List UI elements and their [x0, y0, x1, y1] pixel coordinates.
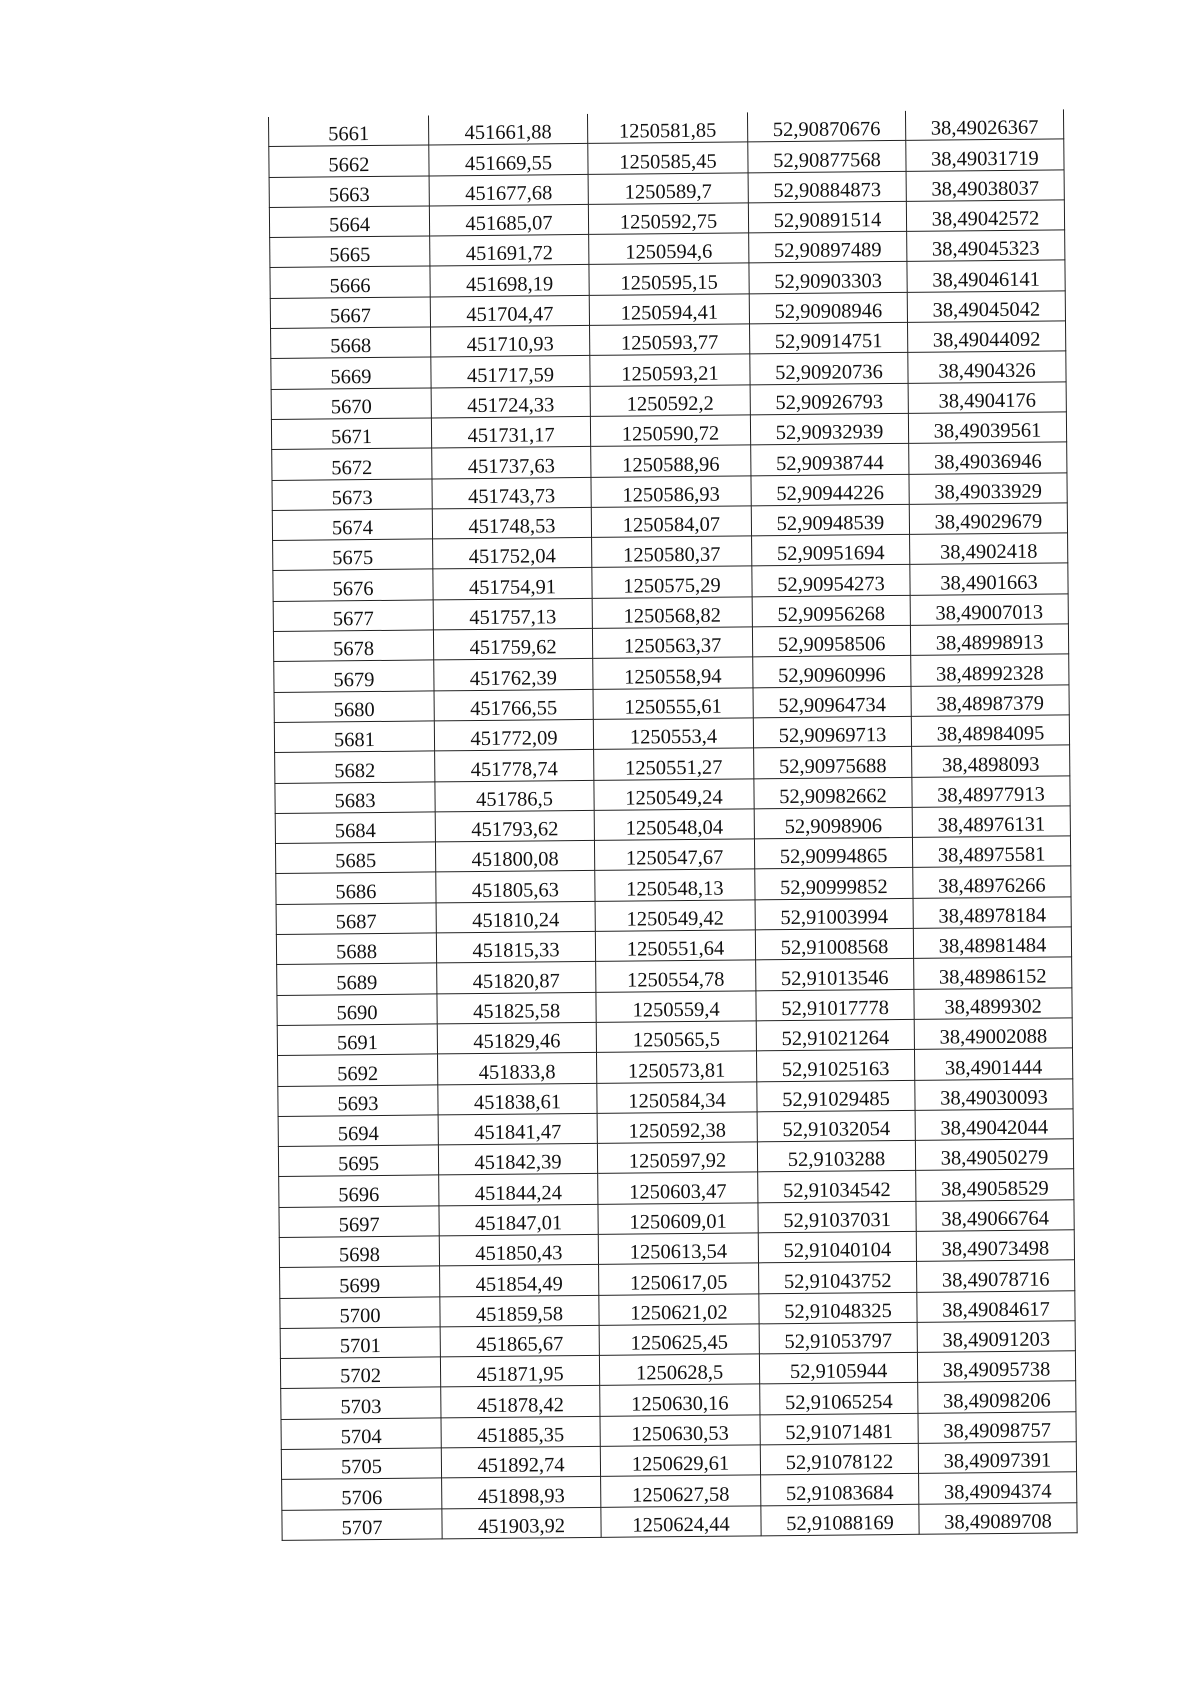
x-coordinate-cell: 451772,09 [434, 719, 593, 751]
point-number-cell: 5671 [271, 418, 431, 450]
longitude-cell: 38,49098206 [918, 1381, 1076, 1413]
y-coordinate-cell: 1250549,24 [594, 778, 754, 810]
point-number-cell: 5661 [268, 115, 428, 146]
x-coordinate-cell: 451710,93 [431, 326, 590, 358]
y-coordinate-cell: 1250548,04 [594, 809, 754, 841]
longitude-cell: 38,48976266 [913, 866, 1071, 898]
latitude-cell: 52,90956268 [752, 595, 910, 627]
latitude-cell: 52,91025163 [756, 1050, 914, 1082]
longitude-cell: 38,4902418 [910, 533, 1068, 565]
x-coordinate-cell: 451669,55 [429, 144, 588, 176]
y-coordinate-cell: 1250593,21 [590, 354, 750, 386]
latitude-cell: 52,90870676 [747, 111, 905, 142]
x-coordinate-cell: 451677,68 [429, 174, 588, 206]
y-coordinate-cell: 1250588,96 [591, 445, 751, 477]
latitude-cell: 52,91029485 [757, 1080, 915, 1112]
y-coordinate-cell: 1250555,61 [593, 688, 753, 720]
latitude-cell: 52,90926793 [750, 383, 908, 415]
y-coordinate-cell: 1250565,5 [596, 1021, 756, 1053]
point-number-cell: 5672 [272, 448, 432, 480]
x-coordinate-cell: 451752,04 [433, 538, 592, 570]
longitude-cell: 38,49002088 [914, 1018, 1072, 1050]
x-coordinate-cell: 451898,93 [442, 1477, 601, 1509]
longitude-cell: 38,49094374 [919, 1472, 1077, 1504]
x-coordinate-cell: 451724,33 [431, 386, 590, 418]
y-coordinate-cell: 1250563,37 [592, 627, 752, 659]
y-coordinate-cell: 1250558,94 [593, 657, 753, 689]
point-number-cell: 5692 [278, 1054, 438, 1086]
longitude-cell: 38,4901444 [914, 1048, 1072, 1080]
latitude-cell: 52,91048325 [759, 1292, 917, 1324]
x-coordinate-cell: 451871,95 [440, 1356, 599, 1388]
x-coordinate-cell: 451903,92 [442, 1507, 601, 1539]
latitude-cell: 52,91013546 [756, 959, 914, 991]
y-coordinate-cell: 1250547,67 [594, 839, 754, 871]
x-coordinate-cell: 451717,59 [431, 356, 590, 388]
x-coordinate-cell: 451793,62 [435, 810, 594, 842]
point-number-cell: 5699 [280, 1266, 440, 1298]
longitude-cell: 38,49095738 [917, 1351, 1075, 1383]
x-coordinate-cell: 451815,33 [436, 931, 595, 963]
longitude-cell: 38,49042044 [915, 1109, 1073, 1141]
y-coordinate-cell: 1250581,85 [587, 112, 747, 143]
point-number-cell: 5678 [273, 630, 433, 662]
point-number-cell: 5698 [279, 1236, 439, 1268]
longitude-cell: 38,49031719 [906, 139, 1064, 171]
latitude-cell: 52,91034542 [758, 1171, 916, 1203]
point-number-cell: 5664 [269, 206, 429, 238]
x-coordinate-cell: 451698,19 [430, 265, 589, 297]
longitude-cell: 38,48998913 [910, 624, 1068, 656]
longitude-cell: 38,48975581 [912, 836, 1070, 868]
y-coordinate-cell: 1250621,02 [599, 1293, 759, 1325]
longitude-cell: 38,49038037 [906, 169, 1064, 201]
y-coordinate-cell: 1250630,16 [600, 1384, 760, 1416]
y-coordinate-cell: 1250586,93 [591, 475, 751, 507]
y-coordinate-cell: 1250593,77 [590, 324, 750, 356]
y-coordinate-cell: 1250592,75 [588, 203, 748, 235]
x-coordinate-cell: 451766,55 [434, 689, 593, 721]
latitude-cell: 52,90908946 [749, 292, 907, 324]
point-number-cell: 5695 [278, 1145, 438, 1177]
point-number-cell: 5689 [277, 963, 437, 995]
point-number-cell: 5707 [282, 1509, 442, 1541]
x-coordinate-cell: 451829,46 [437, 1022, 596, 1054]
longitude-cell: 38,49026367 [905, 109, 1063, 140]
latitude-cell: 52,90920736 [750, 353, 908, 385]
x-coordinate-cell: 451691,72 [430, 235, 589, 267]
point-number-cell: 5667 [270, 297, 430, 329]
longitude-cell: 38,48992328 [911, 654, 1069, 686]
x-coordinate-cell: 451757,13 [433, 598, 592, 630]
point-number-cell: 5666 [270, 266, 430, 298]
longitude-cell: 38,49029679 [909, 503, 1067, 535]
latitude-cell: 52,91037031 [758, 1201, 916, 1233]
longitude-cell: 38,4899302 [914, 987, 1072, 1019]
x-coordinate-cell: 451825,58 [437, 992, 596, 1024]
point-number-cell: 5677 [273, 600, 433, 632]
x-coordinate-cell: 451786,5 [435, 780, 594, 812]
y-coordinate-cell: 1250573,81 [596, 1051, 756, 1083]
x-coordinate-cell: 451810,24 [436, 901, 595, 933]
point-number-cell: 5704 [281, 1418, 441, 1450]
point-number-cell: 5665 [270, 236, 430, 268]
point-number-cell: 5669 [271, 357, 431, 389]
point-number-cell: 5686 [276, 872, 436, 904]
latitude-cell: 52,91008568 [755, 928, 913, 960]
y-coordinate-cell: 1250584,07 [591, 506, 751, 538]
latitude-cell: 52,9103288 [757, 1140, 915, 1172]
latitude-cell: 52,90897489 [749, 232, 907, 264]
y-coordinate-cell: 1250584,34 [597, 1081, 757, 1113]
point-number-cell: 5663 [269, 176, 429, 208]
longitude-cell: 38,49042572 [906, 200, 1064, 232]
point-number-cell: 5688 [276, 933, 436, 965]
x-coordinate-cell: 451865,67 [440, 1325, 599, 1357]
y-coordinate-cell: 1250559,4 [596, 990, 756, 1022]
coordinates-table-body [268, 109, 1077, 1540]
latitude-cell: 52,91088169 [761, 1504, 919, 1536]
y-coordinate-cell: 1250629,61 [600, 1445, 760, 1477]
longitude-cell: 38,49036946 [909, 442, 1067, 474]
y-coordinate-cell: 1250575,29 [592, 566, 752, 598]
longitude-cell: 38,49030093 [915, 1078, 1073, 1110]
longitude-cell: 38,48977913 [912, 775, 1070, 807]
x-coordinate-cell: 451885,35 [441, 1416, 600, 1448]
x-coordinate-cell: 451661,88 [428, 114, 587, 145]
y-coordinate-cell: 1250609,01 [598, 1203, 758, 1235]
latitude-cell: 52,91003994 [755, 898, 913, 930]
longitude-cell: 38,48987379 [911, 684, 1069, 716]
x-coordinate-cell: 451737,63 [432, 447, 591, 479]
x-coordinate-cell: 451878,42 [441, 1386, 600, 1418]
point-number-cell: 5676 [273, 569, 433, 601]
y-coordinate-cell: 1250595,15 [589, 263, 749, 295]
x-coordinate-cell: 451805,63 [436, 871, 595, 903]
latitude-cell: 52,90964734 [753, 686, 911, 718]
x-coordinate-cell: 451704,47 [430, 295, 589, 327]
y-coordinate-cell: 1250553,4 [593, 718, 753, 750]
point-number-cell: 5680 [274, 691, 434, 723]
latitude-cell: 52,91078122 [760, 1443, 918, 1475]
latitude-cell: 52,90903303 [749, 262, 907, 294]
point-number-cell: 5705 [281, 1448, 441, 1480]
point-number-cell: 5706 [282, 1478, 442, 1510]
point-number-cell: 5690 [277, 994, 437, 1026]
longitude-cell: 38,49033929 [909, 472, 1067, 504]
point-number-cell: 5662 [269, 145, 429, 177]
x-coordinate-cell: 451850,43 [439, 1234, 598, 1266]
longitude-cell: 38,49089708 [919, 1502, 1077, 1534]
x-coordinate-cell: 451743,73 [432, 477, 591, 509]
y-coordinate-cell: 1250590,72 [590, 415, 750, 447]
x-coordinate-cell: 451685,07 [429, 204, 588, 236]
y-coordinate-cell: 1250625,45 [599, 1324, 759, 1356]
latitude-cell: 52,91065254 [760, 1383, 918, 1415]
longitude-cell: 38,49039561 [908, 412, 1066, 444]
x-coordinate-cell: 451854,49 [440, 1265, 599, 1297]
latitude-cell: 52,90954273 [752, 565, 910, 597]
latitude-cell: 52,91040104 [758, 1231, 916, 1263]
latitude-cell: 52,90960996 [753, 656, 911, 688]
longitude-cell: 38,48981484 [913, 927, 1071, 959]
longitude-cell: 38,4904176 [908, 382, 1066, 414]
longitude-cell: 38,48976131 [912, 806, 1070, 838]
latitude-cell: 52,91017778 [756, 989, 914, 1021]
x-coordinate-cell: 451841,47 [438, 1113, 597, 1145]
point-number-cell: 5700 [280, 1296, 440, 1328]
longitude-cell: 38,49058529 [916, 1169, 1074, 1201]
latitude-cell: 52,90914751 [750, 322, 908, 354]
y-coordinate-cell: 1250548,13 [595, 869, 755, 901]
x-coordinate-cell: 451762,39 [434, 659, 593, 691]
latitude-cell: 52,90944226 [751, 474, 909, 506]
latitude-cell: 52,90975688 [754, 747, 912, 779]
latitude-cell: 52,91083684 [761, 1474, 919, 1506]
point-number-cell: 5681 [274, 721, 434, 753]
latitude-cell: 52,90958506 [752, 625, 910, 657]
y-coordinate-cell: 1250594,41 [589, 294, 749, 326]
latitude-cell: 52,91053797 [759, 1322, 917, 1354]
x-coordinate-cell: 451838,61 [438, 1083, 597, 1115]
longitude-cell: 38,4898093 [912, 745, 1070, 777]
y-coordinate-cell: 1250551,64 [595, 930, 755, 962]
latitude-cell: 52,9098906 [754, 807, 912, 839]
y-coordinate-cell: 1250613,54 [598, 1233, 758, 1265]
x-coordinate-cell: 451892,74 [441, 1446, 600, 1478]
y-coordinate-cell: 1250551,27 [594, 748, 754, 780]
y-coordinate-cell: 1250589,7 [588, 172, 748, 204]
longitude-cell: 38,48986152 [914, 957, 1072, 989]
point-number-cell: 5675 [273, 539, 433, 571]
longitude-cell: 38,49098757 [918, 1412, 1076, 1444]
y-coordinate-cell: 1250630,53 [600, 1415, 760, 1447]
point-number-cell: 5691 [277, 1024, 437, 1056]
point-number-cell: 5682 [275, 751, 435, 783]
x-coordinate-cell: 451800,08 [435, 841, 594, 873]
point-number-cell: 5703 [281, 1387, 441, 1419]
latitude-cell: 52,91032054 [757, 1110, 915, 1142]
latitude-cell: 52,90891514 [748, 201, 906, 233]
point-number-cell: 5670 [271, 388, 431, 420]
y-coordinate-cell: 1250594,6 [589, 233, 749, 265]
y-coordinate-cell: 1250603,47 [598, 1172, 758, 1204]
x-coordinate-cell: 451842,39 [438, 1143, 597, 1175]
longitude-cell: 38,49050279 [915, 1139, 1073, 1171]
point-number-cell: 5687 [276, 903, 436, 935]
longitude-cell: 38,49046141 [907, 260, 1065, 292]
latitude-cell: 52,90999852 [755, 868, 913, 900]
point-number-cell: 5674 [272, 509, 432, 541]
y-coordinate-cell: 1250627,58 [601, 1475, 761, 1507]
table-row [282, 1502, 1077, 1540]
point-number-cell: 5694 [278, 1115, 438, 1147]
latitude-cell: 52,90932939 [750, 413, 908, 445]
y-coordinate-cell: 1250592,38 [597, 1112, 757, 1144]
y-coordinate-cell: 1250568,82 [592, 597, 752, 629]
x-coordinate-cell: 451859,58 [440, 1295, 599, 1327]
y-coordinate-cell: 1250592,2 [590, 385, 750, 417]
coordinates-table [268, 109, 1078, 1541]
longitude-cell: 38,4904326 [908, 351, 1066, 383]
latitude-cell: 52,90951694 [752, 535, 910, 567]
longitude-cell: 38,49045323 [907, 230, 1065, 262]
latitude-cell: 52,91043752 [759, 1262, 917, 1294]
point-number-cell: 5697 [279, 1206, 439, 1238]
latitude-cell: 52,9105944 [759, 1352, 917, 1384]
longitude-cell: 38,48978184 [913, 897, 1071, 929]
point-number-cell: 5693 [278, 1084, 438, 1116]
point-number-cell: 5696 [279, 1175, 439, 1207]
longitude-cell: 38,48984095 [911, 715, 1069, 747]
longitude-cell: 38,49044092 [908, 321, 1066, 353]
x-coordinate-cell: 451847,01 [439, 1204, 598, 1236]
longitude-cell: 38,49007013 [910, 594, 1068, 626]
latitude-cell: 52,90884873 [748, 171, 906, 203]
point-number-cell: 5702 [280, 1357, 440, 1389]
y-coordinate-cell: 1250597,92 [597, 1142, 757, 1174]
point-number-cell: 5685 [275, 842, 435, 874]
x-coordinate-cell: 451833,8 [438, 1053, 597, 1085]
x-coordinate-cell: 451731,17 [431, 416, 590, 448]
latitude-cell: 52,90969713 [753, 716, 911, 748]
y-coordinate-cell: 1250554,78 [596, 960, 756, 992]
point-number-cell: 5679 [274, 660, 434, 692]
longitude-cell: 38,49097391 [918, 1442, 1076, 1474]
y-coordinate-cell: 1250580,37 [592, 536, 752, 568]
longitude-cell: 38,49073498 [916, 1230, 1074, 1262]
latitude-cell: 52,90938744 [751, 444, 909, 476]
latitude-cell: 52,90877568 [748, 141, 906, 173]
x-coordinate-cell: 451748,53 [432, 507, 591, 539]
point-number-cell: 5668 [271, 327, 431, 359]
latitude-cell: 52,91071481 [760, 1413, 918, 1445]
x-coordinate-cell: 451844,24 [439, 1174, 598, 1206]
latitude-cell: 52,90982662 [754, 777, 912, 809]
y-coordinate-cell: 1250628,5 [599, 1354, 759, 1386]
longitude-cell: 38,4901663 [910, 563, 1068, 595]
x-coordinate-cell: 451759,62 [433, 628, 592, 660]
latitude-cell: 52,90948539 [751, 504, 909, 536]
x-coordinate-cell: 451778,74 [435, 750, 594, 782]
y-coordinate-cell: 1250617,05 [599, 1263, 759, 1295]
longitude-cell: 38,49066764 [916, 1200, 1074, 1232]
y-coordinate-cell: 1250549,42 [595, 900, 755, 932]
point-number-cell: 5683 [275, 781, 435, 813]
point-number-cell: 5673 [272, 479, 432, 511]
point-number-cell: 5684 [275, 812, 435, 844]
latitude-cell: 52,90994865 [754, 837, 912, 869]
longitude-cell: 38,49078716 [917, 1260, 1075, 1292]
x-coordinate-cell: 451820,87 [437, 962, 596, 994]
y-coordinate-cell: 1250585,45 [588, 142, 748, 174]
point-number-cell: 5701 [280, 1327, 440, 1359]
latitude-cell: 52,91021264 [756, 1019, 914, 1051]
x-coordinate-cell: 451754,91 [433, 568, 592, 600]
longitude-cell: 38,49045042 [907, 291, 1065, 323]
longitude-cell: 38,49091203 [917, 1321, 1075, 1353]
y-coordinate-cell: 1250624,44 [601, 1505, 761, 1537]
longitude-cell: 38,49084617 [917, 1290, 1075, 1322]
